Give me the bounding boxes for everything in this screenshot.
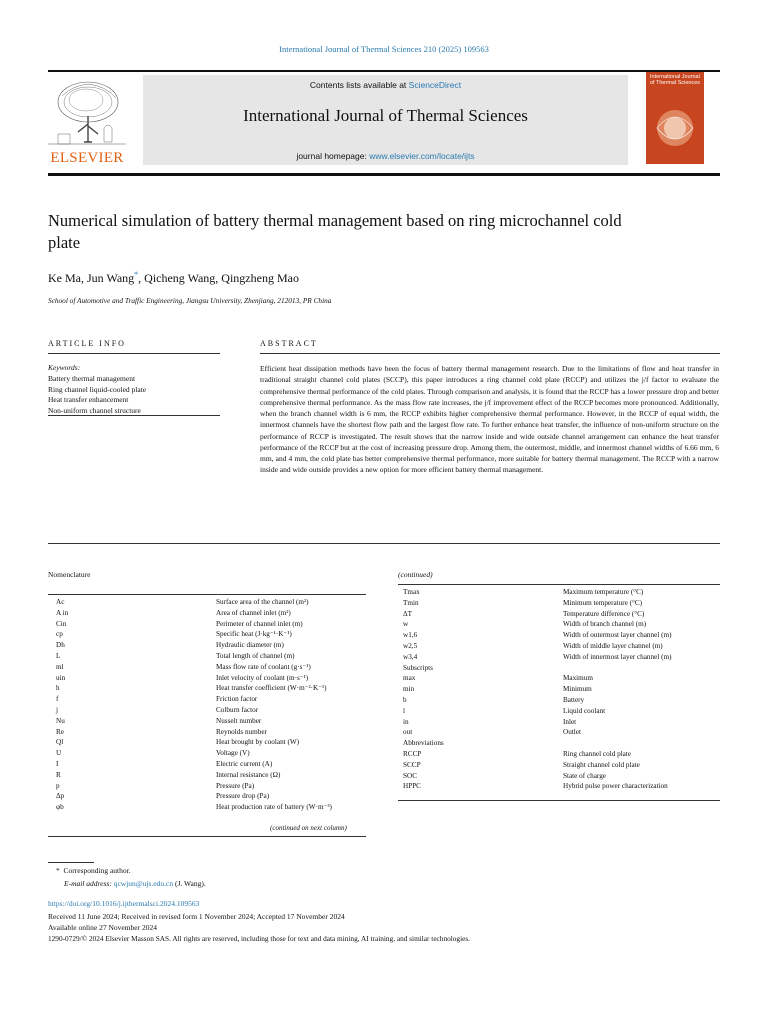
nomenclature-symbol: l bbox=[403, 706, 405, 715]
nomenclature-row bbox=[403, 738, 672, 749]
nomenclature-symbol: w bbox=[403, 620, 409, 629]
keyword: Non-uniform channel structure bbox=[48, 406, 141, 416]
nomenclature-row bbox=[403, 771, 672, 782]
abstract-heading: ABSTRACT bbox=[260, 339, 318, 348]
nomenclature-description: Temperature difference (°C) bbox=[563, 609, 645, 618]
nomenclature-row bbox=[56, 694, 332, 705]
journal-cover bbox=[646, 72, 704, 164]
nomenclature-row bbox=[56, 619, 332, 630]
nomenclature-description: Width of innermost layer channel (m) bbox=[563, 652, 672, 661]
nomenclature-symbol: Ql bbox=[56, 738, 64, 747]
nomenclature-symbol: w3,4 bbox=[403, 652, 418, 661]
nomenclature-row bbox=[403, 727, 672, 738]
article-info-rule bbox=[48, 353, 220, 354]
nomenclature-symbol: R bbox=[56, 770, 61, 779]
nomenclature-symbol: out bbox=[403, 728, 413, 737]
author-list: Ke Ma, Jun Wang*, Qicheng Wang, Qingzheng Mao bbox=[48, 270, 299, 285]
nomenclature-symbol: min bbox=[403, 685, 415, 694]
homepage-prefix: journal homepage: bbox=[296, 151, 370, 161]
nomenclature-symbol: uin bbox=[56, 673, 66, 682]
nomenclature-symbol: Tmin bbox=[403, 598, 419, 607]
nomenclature-description: Width of outermost layer channel (m) bbox=[563, 631, 672, 640]
nomenclature-symbol: Cin bbox=[56, 619, 67, 628]
nomenclature-description: Perimeter of channel inlet (m) bbox=[216, 619, 303, 628]
nomenclature-description: Liquid coolant bbox=[563, 706, 606, 715]
nomenclature-symbol: SOC bbox=[403, 771, 417, 780]
homepage-link[interactable]: www.elsevier.com/locate/ijts bbox=[369, 151, 475, 161]
doi-link[interactable]: https://doi.org/10.1016/j.ijthermalsci.2024.109563 bbox=[48, 899, 200, 908]
nomenclature-symbol: Tmax bbox=[403, 588, 420, 596]
nomenclature-row bbox=[403, 673, 672, 684]
nomenclature-symbol: HPPC bbox=[403, 782, 421, 791]
author-name[interactable]: Ke Ma bbox=[48, 271, 81, 285]
continued-rule-top bbox=[398, 584, 720, 585]
journal-title: International Journal of Thermal Sciences bbox=[243, 106, 528, 125]
nomenclature-row bbox=[56, 673, 332, 684]
nomenclature-description bbox=[563, 738, 672, 749]
keywords-block bbox=[48, 363, 146, 417]
nomenclature-symbol: U bbox=[56, 749, 62, 758]
nomenclature-row bbox=[56, 651, 332, 662]
nomenclature-row bbox=[56, 791, 332, 802]
header-rule bbox=[48, 70, 720, 72]
nomenclature-description: Mass flow rate of coolant (g·s⁻¹) bbox=[216, 662, 311, 671]
nomenclature-description: Nusselt number bbox=[216, 716, 262, 725]
nomenclature-row bbox=[403, 609, 672, 620]
continued-rule-bottom bbox=[398, 800, 720, 801]
received-dates: Received 11 June 2024; Received in revised form 1 November 2024; Accepted 17 November 2024 bbox=[48, 912, 345, 921]
nomenclature-row bbox=[403, 587, 672, 598]
nomenclature-symbol: ΔT bbox=[403, 609, 413, 618]
nomenclature-symbol: in bbox=[403, 717, 409, 726]
nomenclature-symbol: h bbox=[56, 684, 60, 693]
journal-reference[interactable]: International Journal of Thermal Sciences 210 (2025) 109563 bbox=[279, 44, 489, 54]
header-bottom-rule bbox=[48, 173, 720, 176]
nomenclature-row bbox=[56, 705, 332, 716]
nomenclature-row bbox=[403, 619, 672, 630]
abstract-text: Efficient heat dissipation methods have been the focus of battery thermal management research. Due to the limitations of flow and heat transfer in traditional straight channel cold plates (SCCP), this paper introduces a ring channel cold plate (RCCP) and utilizes the j/f factor to evaluate the comprehensive thermal performance of the cold plates. Through comparison and analysis, it is found that the RCCP has a lower pressure drop and better comprehensive thermal performance. As the mass flow rate increases, the j/f improvement effect of the RCCP becomes more pronounced. Additionally, when the branch channel width is 6 mm, the RCCP exhibits higher comprehensive thermal performance. However, in the RCCP of equal width, the innermost channels have the shortest flow path and the largest flow rate. To further enhance heat transfer, the influence of non-uniform structure on the performance of RCCP is investigated. The result shows that the narrow inside and wide outside channel arrangement can enhance the heat transfer performance of the RCCP but at the cost of increasing pressure drop. Among them, the outermost, middle, and innermost channel widths of 6.66 mm, 6 mm, and 4 mm, the cold plate has better comprehensive thermal performance, more suitable for battery thermal management. The RCCP with a narrow inside and wide outside provides a new option for more efficient battery thermal management. bbox=[260, 364, 719, 475]
nomenclature-row bbox=[403, 781, 672, 792]
nomenclature-description: Straight channel cold plate bbox=[563, 760, 640, 769]
cover-title: International Journal of Thermal Sciences bbox=[650, 74, 701, 86]
nomenclature-description: Maximum temperature (°C) bbox=[563, 588, 644, 596]
nomenclature-row bbox=[403, 684, 672, 695]
nomenclature-symbol: SCCP bbox=[403, 760, 421, 769]
nomenclature-description: Pressure (Pa) bbox=[216, 781, 255, 790]
nomenclature-description: State of charge bbox=[563, 771, 606, 780]
nomenclature-description: Friction factor bbox=[216, 695, 258, 704]
publisher-name: ELSEVIER bbox=[50, 150, 124, 166]
nomenclature-symbol: Abbreviations bbox=[403, 739, 444, 748]
online-date: Available online 27 November 2024 bbox=[48, 923, 157, 932]
corresponding-note bbox=[56, 866, 131, 875]
article-title: Numerical simulation of battery thermal management based on ring microchannel cold plate bbox=[48, 211, 622, 252]
nomenclature-symbol: max bbox=[403, 674, 416, 683]
nomenclature-rule-top bbox=[48, 594, 366, 595]
nomenclature-row bbox=[403, 652, 672, 663]
nomenclature-description: Ring channel cold plate bbox=[563, 749, 632, 758]
nomenclature-row bbox=[56, 727, 332, 738]
nomenclature-symbol: Dh bbox=[56, 641, 65, 650]
nomenclature-row bbox=[56, 781, 332, 792]
nomenclature-row bbox=[403, 598, 672, 609]
contents-prefix: Contents lists available at bbox=[309, 80, 409, 90]
nomenclature-description: Voltage (V) bbox=[216, 749, 250, 758]
nomenclature-row bbox=[56, 629, 332, 640]
nomenclature-row bbox=[56, 716, 332, 727]
nomenclature-description: Specific heat (J·kg⁻¹·K⁻¹) bbox=[216, 630, 292, 639]
nomenclature-description: Pressure drop (Pa) bbox=[216, 792, 270, 801]
corresponding-label: Corresponding author. bbox=[63, 866, 131, 875]
nomenclature-row bbox=[56, 770, 332, 781]
contents-line bbox=[143, 80, 628, 90]
continued-heading: (continued) bbox=[398, 570, 433, 579]
author-name[interactable]: Qingzheng Mao bbox=[221, 271, 299, 285]
nomenclature-row bbox=[56, 759, 332, 770]
nomenclature-symbol: Nu bbox=[56, 716, 65, 725]
nomenclature-row bbox=[56, 662, 332, 673]
keyword: Ring channel liquid-cooled plate bbox=[48, 384, 147, 394]
nomenclature-symbol: L bbox=[56, 651, 61, 660]
nomenclature-description bbox=[563, 663, 672, 674]
tree-logo-icon bbox=[48, 76, 126, 150]
nomenclature-symbol: φb bbox=[56, 803, 64, 812]
nomenclature-row bbox=[56, 748, 332, 759]
nomenclature-symbol: f bbox=[56, 695, 59, 704]
nomenclature-symbol: p bbox=[56, 781, 60, 790]
nomenclature-table-left bbox=[56, 597, 332, 813]
nomenclature-row bbox=[56, 737, 332, 748]
nomenclature-row bbox=[403, 717, 672, 728]
author-name[interactable]: Qicheng Wang bbox=[144, 271, 216, 285]
nomenclature-symbol: I bbox=[56, 759, 59, 768]
email-line bbox=[64, 879, 206, 888]
nomenclature-row bbox=[56, 802, 332, 813]
nomenclature-row bbox=[56, 608, 332, 619]
author-name[interactable]: Jun Wang bbox=[87, 271, 135, 285]
nomenclature-description: Inlet velocity of coolant (m·s⁻¹) bbox=[216, 673, 309, 682]
cover-art-icon bbox=[652, 102, 698, 154]
nomenclature-description: Colburn factor bbox=[216, 705, 259, 714]
article-info-heading: ARTICLE INFO bbox=[48, 339, 126, 348]
affiliation: School of Automotive and Traffic Engineering, Jiangsu University, Zhenjiang, 212013, PR China bbox=[48, 296, 332, 305]
nomenclature-description: Heat production rate of battery (W·m⁻³) bbox=[216, 803, 332, 812]
nomenclature-row bbox=[56, 597, 332, 608]
keywords-label: Keywords: bbox=[48, 363, 81, 372]
nomenclature-symbol: w2,5 bbox=[403, 641, 418, 650]
footnote-mark: * bbox=[56, 866, 60, 875]
nomenclature-description: Minimum temperature (°C) bbox=[563, 598, 643, 607]
nomenclature-symbol: j bbox=[56, 705, 58, 714]
nomenclature-description: Hydraulic diameter (m) bbox=[216, 641, 284, 650]
nomenclature-description: Hybrid pulse power characterization bbox=[563, 782, 668, 791]
sciencedirect-link[interactable]: ScienceDirect bbox=[408, 80, 462, 90]
nomenclature-description: Internal resistance (Ω) bbox=[216, 770, 281, 779]
nomenclature-symbol: RCCP bbox=[403, 749, 422, 758]
corresponding-mark[interactable]: * bbox=[134, 270, 139, 279]
nomenclature-symbol: w1,6 bbox=[403, 631, 418, 640]
nomenclature-description: Surface area of the channel (m²) bbox=[216, 598, 309, 606]
keyword: Battery thermal management bbox=[48, 373, 136, 383]
email-label: E-mail address: bbox=[64, 879, 114, 888]
nomenclature-row bbox=[403, 695, 672, 706]
nomenclature-heading: Nomenclature bbox=[48, 570, 91, 579]
abstract-rule bbox=[260, 353, 720, 354]
nomenclature-symbol: cp bbox=[56, 630, 63, 639]
nomenclature-row bbox=[56, 640, 332, 651]
nomenclature-description: Width of middle layer channel (m) bbox=[563, 641, 663, 650]
email-suffix: (J. Wang). bbox=[173, 879, 206, 888]
nomenclature-symbol: A in bbox=[56, 608, 69, 617]
keyword: Heat transfer enhancement bbox=[48, 395, 129, 405]
nomenclature-row bbox=[403, 663, 672, 674]
nomenclature-symbol: b bbox=[403, 695, 407, 704]
nomenclature-row bbox=[403, 630, 672, 641]
nomenclature-description: Battery bbox=[563, 695, 585, 704]
footnote-rule bbox=[48, 862, 94, 863]
nomenclature-table-right bbox=[403, 587, 672, 792]
nomenclature-description: Minimum bbox=[563, 685, 592, 694]
nomenclature-description: Reynolds number bbox=[216, 727, 267, 736]
nomenclature-description: Width of branch channel (m) bbox=[563, 620, 647, 629]
nomenclature-description: Electric current (A) bbox=[216, 759, 273, 768]
nomenclature-description: Outlet bbox=[563, 728, 581, 737]
nomenclature-description: Inlet bbox=[563, 717, 577, 726]
nomenclature-symbol: Ac bbox=[56, 598, 65, 606]
nomenclature-symbol: ml bbox=[56, 662, 64, 671]
continued-next-note: (continued on next column) bbox=[270, 824, 347, 832]
homepage-line bbox=[143, 151, 628, 161]
copyright-line: 1290-0729/© 2024 Elsevier Masson SAS. All rights are reserved, including those for text and data mining, AI training, and similar technologies. bbox=[48, 934, 471, 943]
nomenclature-description: Area of channel inlet (m²) bbox=[216, 608, 291, 617]
nomenclature-symbol: Δp bbox=[56, 792, 65, 801]
nomenclature-row bbox=[403, 749, 672, 760]
nomenclature-rule-bottom bbox=[48, 836, 366, 837]
nomenclature-row bbox=[403, 641, 672, 652]
nomenclature-description: Heat transfer coefficient (W·m⁻²·K⁻¹) bbox=[216, 684, 327, 693]
keywords-rule bbox=[48, 415, 220, 416]
abstract-bottom-rule bbox=[48, 543, 720, 544]
nomenclature-description: Heat brought by coolant (W) bbox=[216, 738, 300, 747]
nomenclature-symbol: Re bbox=[56, 727, 64, 736]
nomenclature-description: Maximum bbox=[563, 674, 593, 683]
email-link[interactable]: qcwjun@ujs.edu.cn bbox=[113, 879, 174, 888]
nomenclature-row bbox=[56, 683, 332, 694]
nomenclature-symbol: Subscripts bbox=[403, 663, 433, 672]
nomenclature-row bbox=[403, 760, 672, 771]
nomenclature-description: Total length of channel (m) bbox=[216, 651, 295, 660]
nomenclature-row bbox=[403, 706, 672, 717]
